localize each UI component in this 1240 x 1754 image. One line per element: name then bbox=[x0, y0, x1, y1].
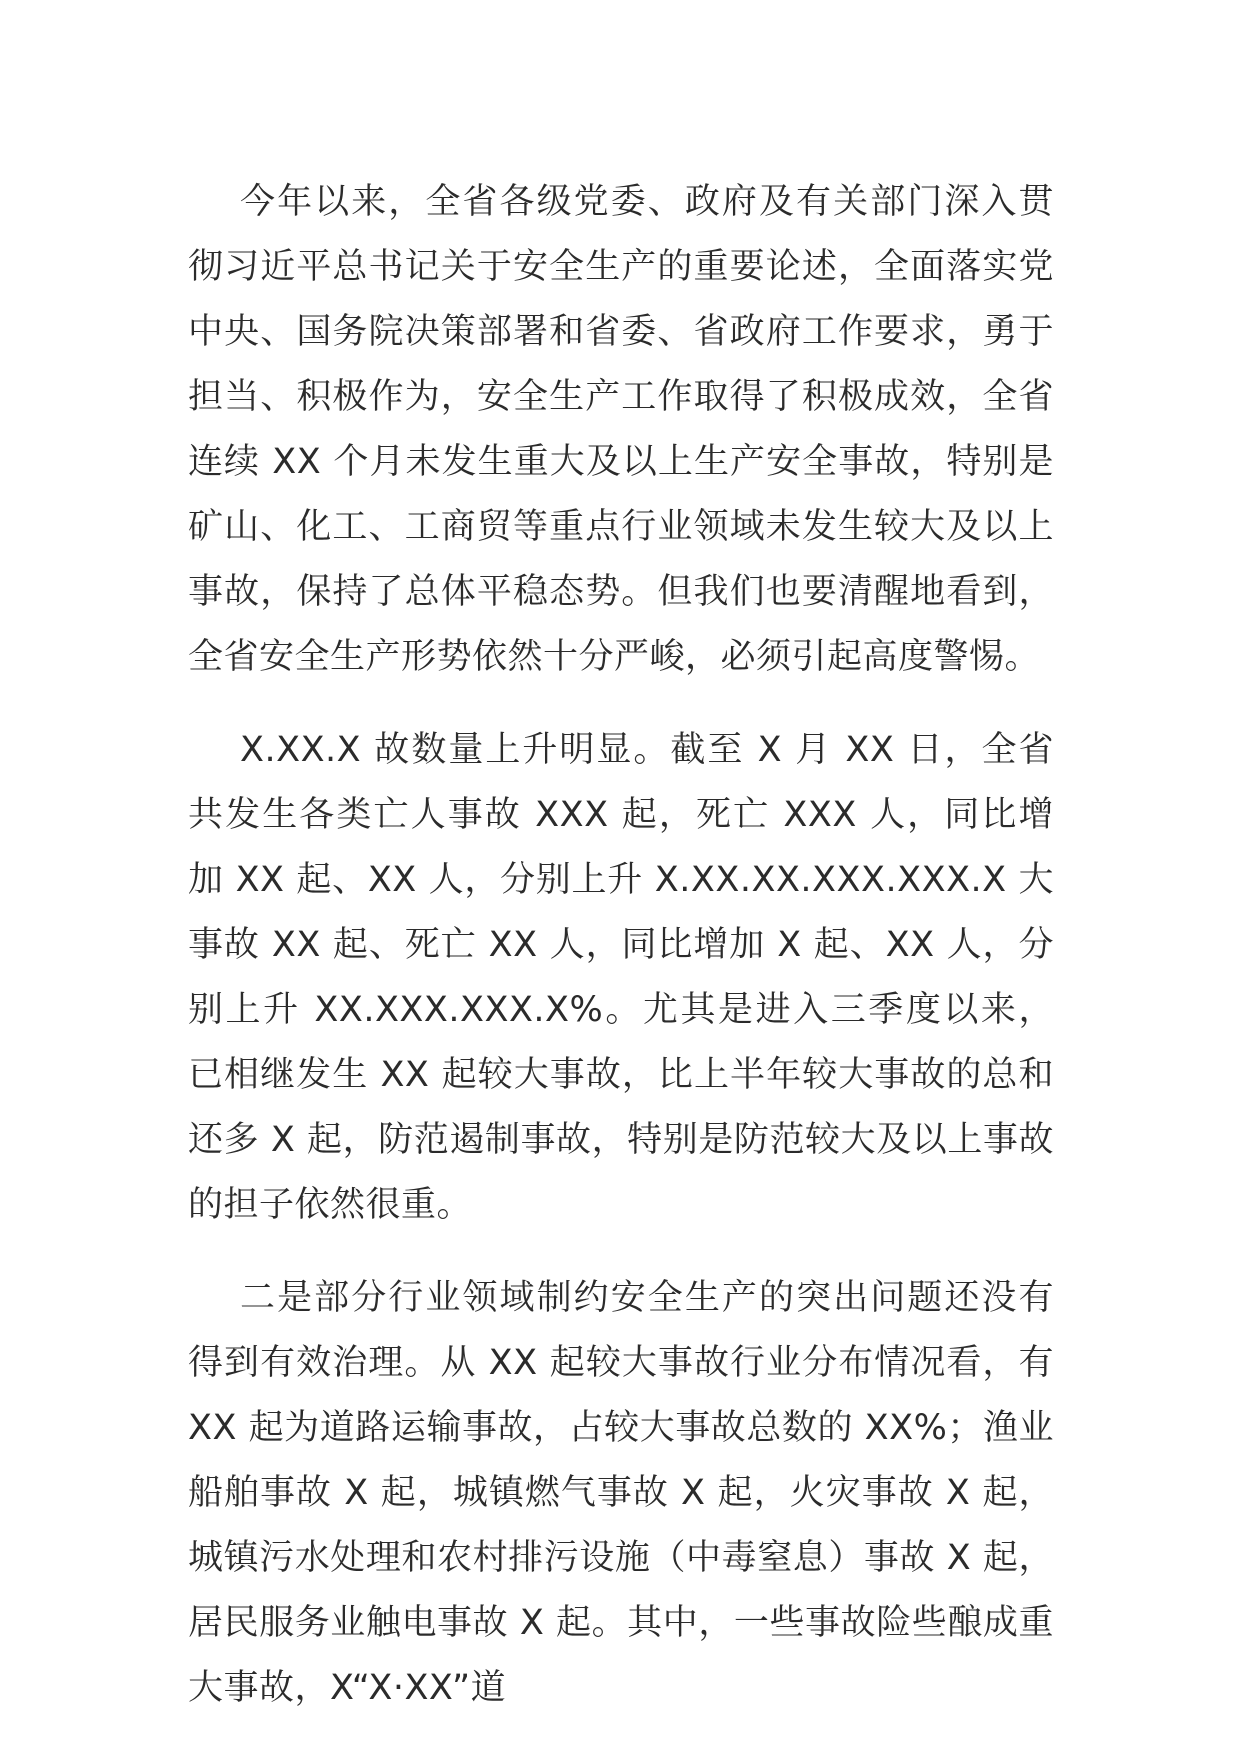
paragraph-accident-statistics: X.XX.X 故数量上升明显。截至 X 月 XX 日，全省共发生各类亡人事故 XXX 起，死亡 XXX 人，同比增加 XX 起、XX 人，分别上升 X.XX.XX.XXX.XXX.X 大事故 XX 起、死亡 XX 人，同比增加 X 起、XX 人，分别上升 XX.XXX.XXX.X%。尤其是进入三季度以来，已相继发生 XX 起较大事故，比上半年较大事故的总和还多 X 起，防范遏制事故，特别是防范较大及以上事故的担子依然很重。 bbox=[188, 730, 1054, 1225]
paragraph-industry-problems: 二是部分行业领域制约安全生产的突出问题还没有得到有效治理。从 XX 起较大事故行业分布情况看，有 XX 起为道路运输事故，占较大事故总数的 XX%；渔业船舶事故 X 起，城镇燃气事故 X 起，火灾事故 X 起，城镇污水处理和农村排污设施（中毒窒息）事故 X 起，居民服务业触电事故 X 起。其中，一些事故险些酿成重大事故，X“X·XX”道 bbox=[188, 1278, 1054, 1708]
document-body bbox=[188, 170, 1054, 1749]
paragraph-intro: 今年以来，全省各级党委、政府及有关部门深入贯彻习近平总书记关于安全生产的重要论述，全面落实党中央、国务院决策部署和省委、省政府工作要求，勇于担当、积极作为，安全生产工作取得了积极成效，全省连续 XX 个月未发生重大及以上生产安全事故，特别是矿山、化工、工商贸等重点行业领域未发生较大及以上事故，保持了总体平稳态势。但我们也要清醒地看到，全省安全生产形势依然十分严峻，必须引起高度警惕。 bbox=[188, 182, 1054, 677]
